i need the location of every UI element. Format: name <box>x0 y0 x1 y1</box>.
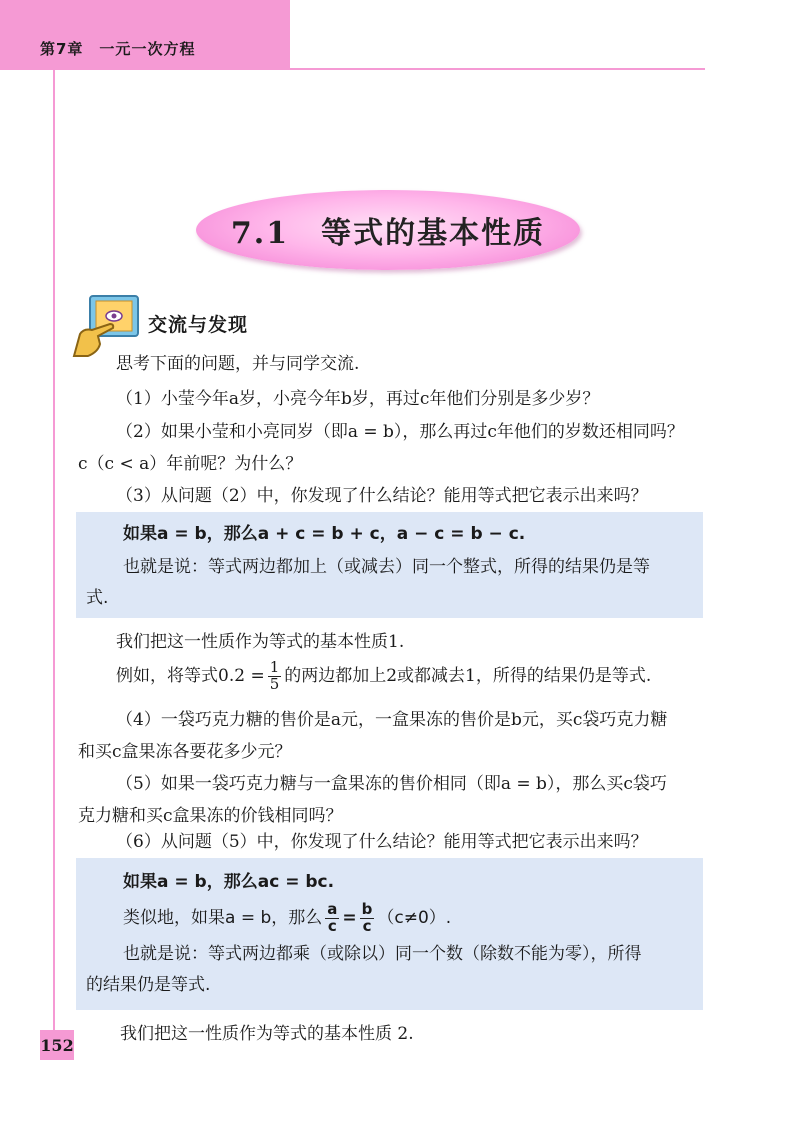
fraction-denominator: 5 <box>269 674 280 693</box>
header-rule <box>0 68 705 70</box>
question-4-line-2: 和买c盒果冻各要花多少元？ <box>78 742 292 762</box>
page-number: 152 <box>40 1030 74 1060</box>
property-1-explanation: 也就是说：等式两边都加上（或减去）同一个整式，所得的结果仍是等 <box>123 557 650 577</box>
question-4-line-1: （4）一袋巧克力糖的售价是a元，一盒果冻的售价是b元，买c袋巧克力糖 <box>116 710 668 730</box>
equals-sign: = <box>342 907 357 928</box>
fraction-numerator: 1 <box>269 658 280 676</box>
division-rule-text: 类似地，如果a = b，那么 <box>123 907 323 928</box>
property-2-explanation: 也就是说：等式两边都乘（或除以）同一个数（除数不能为零），所得 <box>123 944 642 964</box>
fraction-denominator: c <box>327 916 337 935</box>
property-1-statement: 我们把这一性质作为等式的基本性质1. <box>116 632 405 652</box>
fraction-numerator: b <box>361 900 373 918</box>
intro-text: 思考下面的问题，并与同学交流. <box>116 354 360 374</box>
property-1-rule: 如果a = b，那么a + c = b + c，a − c = b − c. <box>123 524 526 544</box>
margin-rule <box>53 70 55 1030</box>
section-title: 7.1 等式的基本性质 <box>230 216 546 251</box>
fraction-denominator: c <box>362 916 372 935</box>
property-2-rule: 如果a = b，那么ac = bc. <box>123 872 335 892</box>
explore-heading: 交流与发现 <box>148 314 249 336</box>
example-fraction <box>268 660 282 693</box>
fraction-b-over-c <box>360 902 375 935</box>
property-1-explanation-end: 式. <box>86 588 109 608</box>
fraction-numerator: a <box>327 900 338 918</box>
hand-pointing-at-screen-icon <box>70 294 144 360</box>
property-2-division-rule <box>123 902 451 935</box>
question-2-line-1: （2）如果小莹和小亮同岁（即a = b），那么再过c年他们的岁数还相同吗？ <box>116 422 684 442</box>
chapter-title: 第7章 一元一次方程 <box>40 40 196 58</box>
example-text-start: 例如，将等式0.2 = <box>116 665 265 686</box>
example-text-end: 的两边都加上2或都减去1，所得的结果仍是等式. <box>284 665 652 686</box>
example-line <box>116 660 651 693</box>
question-5-line-1: （5）如果一袋巧克力糖与一盒果冻的售价相同（即a = b），那么买c袋巧 <box>116 774 667 794</box>
nonzero-condition: （c≠0）. <box>377 907 452 928</box>
question-6: （6）从问题（5）中，你发现了什么结论？能用等式把它表示出来吗？ <box>116 832 648 852</box>
fraction-a-over-c <box>325 902 339 935</box>
question-5-line-2: 克力糖和买c盒果冻的价钱相同吗？ <box>78 806 343 826</box>
question-1: （1）小莹今年a岁，小亮今年b岁，再过c年他们分别是多少岁？ <box>116 389 600 409</box>
property-2-statement: 我们把这一性质作为等式的基本性质 2. <box>120 1024 414 1044</box>
question-3: （3）从问题（2）中，你发现了什么结论？能用等式把它表示出来吗？ <box>116 486 648 506</box>
question-2-line-2: c（c < a）年前呢？为什么？ <box>78 454 303 474</box>
property-2-explanation-end: 的结果仍是等式. <box>86 975 211 995</box>
